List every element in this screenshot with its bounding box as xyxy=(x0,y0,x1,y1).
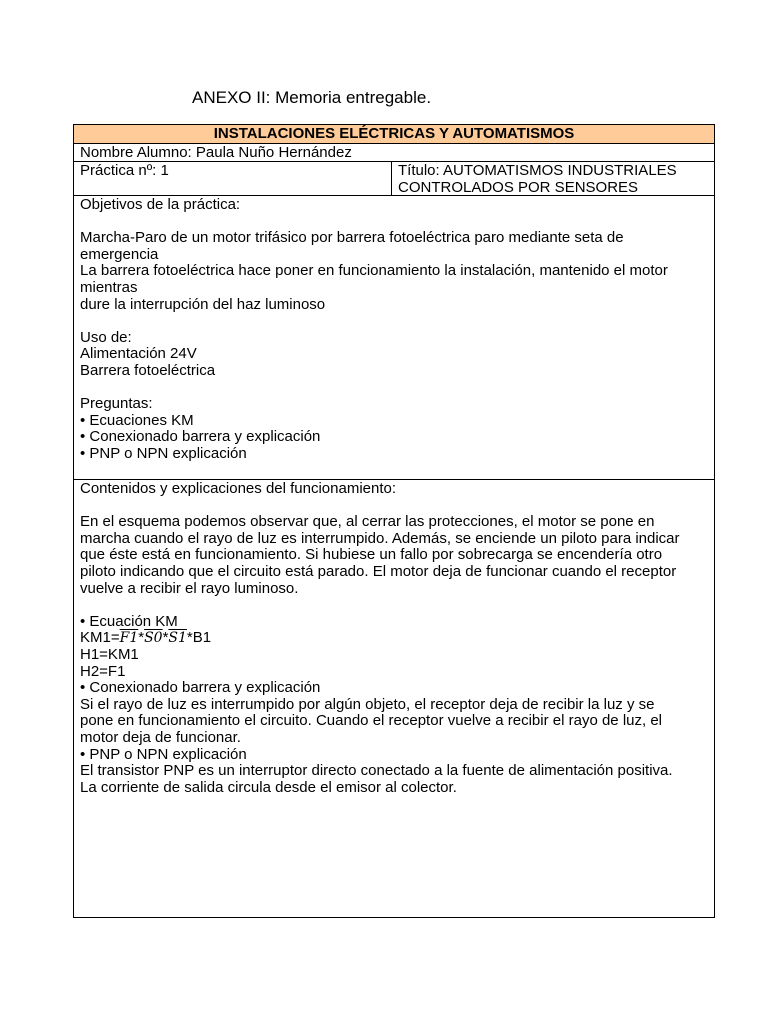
km1-separator: * xyxy=(138,629,145,647)
objectives-text-line: emergencia xyxy=(80,245,159,263)
practice-number: Práctica nº: 1 xyxy=(74,162,392,195)
pnp-text-line: La corriente de salida circula desde el emisor al colector. xyxy=(80,778,457,796)
objectives-heading: Objetivos de la práctica: xyxy=(80,196,241,213)
questions-item: • PNP o NPN explicación xyxy=(80,444,247,462)
practice-title xyxy=(392,162,714,195)
questions-heading: Preguntas: xyxy=(80,395,153,413)
contents-intro-line: vuelve a recibir el rayo luminoso. xyxy=(80,579,299,597)
practice-title-line: Título: AUTOMATISMOS INDUSTRIALES xyxy=(398,162,677,179)
equation-heading: • Ecuación KM xyxy=(80,612,178,630)
km1-prefix: KM1= xyxy=(80,629,120,647)
questions-item: • Ecuaciones KM xyxy=(80,411,194,429)
barrier-text-line: pone en funcionamiento el circuito. Cuando el receptor vuelve a recibir el rayo de luz, el xyxy=(80,712,662,730)
km1-separator: * xyxy=(162,629,169,647)
practice-title-line: CONTROLADOS POR SENSORES xyxy=(398,178,639,196)
uses-item: Alimentación 24V xyxy=(80,345,197,363)
questions-item: • Conexionado barrera y explicación xyxy=(80,428,321,446)
uses-heading: Uso de: xyxy=(80,328,132,346)
contents-intro-line: que éste está en funcionamiento. Si hubiese un fallo por sobrecarga se encendería otro xyxy=(80,546,663,564)
km1-term-s1: S1 xyxy=(168,630,187,647)
annex-title: ANEXO II: Memoria entregable. xyxy=(192,88,432,107)
barrier-heading: • Conexionado barrera y explicación xyxy=(80,679,321,697)
h1-equation: H1=KM1 xyxy=(80,645,139,663)
practice-row xyxy=(74,162,714,196)
contents-intro-line: En el esquema podemos observar que, al cerrar las protecciones, el motor se pone en xyxy=(80,513,655,531)
practice-form xyxy=(73,124,715,918)
h2-equation: H2=F1 xyxy=(80,662,126,680)
objectives-text-line: mientras xyxy=(80,278,138,296)
km1-term-s0: S0 xyxy=(144,630,163,647)
km1-equation xyxy=(80,630,708,647)
pnp-text-line: El transistor PNP es un interruptor directo conectado a la fuente de alimentación positiva. xyxy=(80,762,673,780)
objectives-text-line: dure la interrupción del haz luminoso xyxy=(80,295,326,313)
contents-heading: Contenidos y explicaciones del funcionamiento: xyxy=(80,480,397,497)
form-header: INSTALACIONES ELÉCTRICAS Y AUTOMATISMOS xyxy=(74,125,714,144)
contents-intro-line: marcha cuando el rayo de luz es interrumpido. Además, se enciende un piloto para indicar xyxy=(80,529,680,547)
objectives-text-line: La barrera fotoeléctrica hace poner en funcionamiento la instalación, mantenido el motor xyxy=(80,262,668,280)
km1-term-f1: F1 xyxy=(119,630,139,647)
objectives-section xyxy=(74,196,714,480)
contents-intro-line: piloto indicando que el circuito está parado. El motor deja de funcionar cuando el receptor xyxy=(80,562,677,580)
pnp-heading: • PNP o NPN explicación xyxy=(80,745,247,763)
uses-item: Barrera fotoeléctrica xyxy=(80,361,216,379)
objectives-text-line: Marcha-Paro de un motor trifásico por barrera fotoeléctrica paro mediante seta de xyxy=(80,229,624,247)
km1-suffix: *B1 xyxy=(186,629,212,647)
contents-section xyxy=(74,480,714,796)
barrier-text-line: motor deja de funcionar. xyxy=(80,728,241,746)
barrier-text-line: Si el rayo de luz es interrumpido por algún objeto, el receptor deja de recibir la luz y se xyxy=(80,695,655,713)
student-name-row: Nombre Alumno: Paula Nuño Hernández xyxy=(74,144,714,162)
